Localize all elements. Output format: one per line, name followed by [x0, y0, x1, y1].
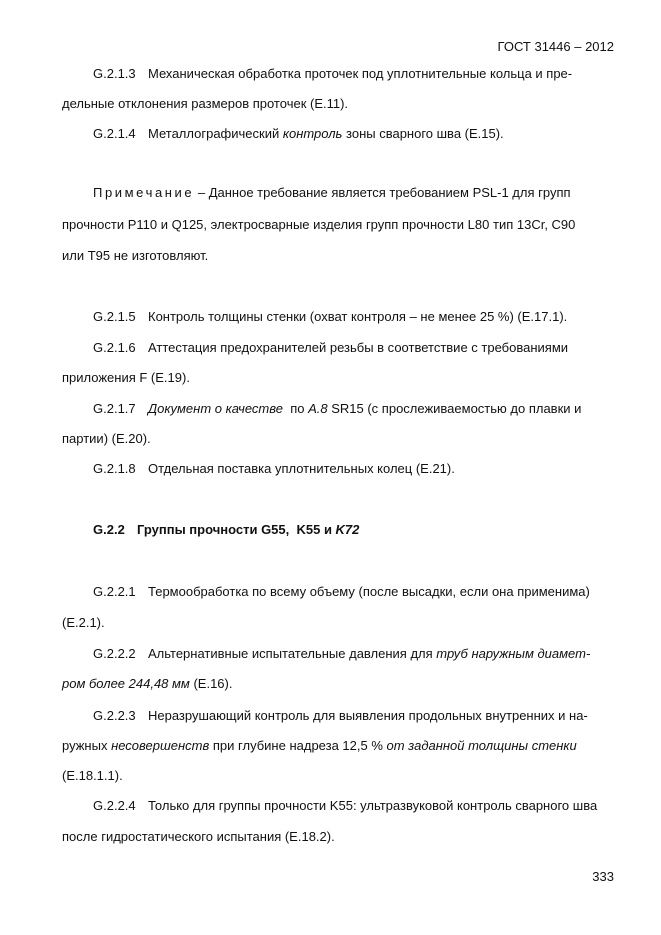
item-number: G.2.1.8 [93, 461, 136, 476]
item-g213 [93, 66, 572, 82]
item-text: SR15 (с прослеживаемостью до плавки и [327, 401, 582, 416]
item-text-emphasis: контроль [282, 126, 343, 141]
item-text-emphasis: A.8 [308, 401, 328, 416]
document-header: ГОСТ 31446 – 2012 [497, 39, 614, 54]
item-number: G.2.1.4 [93, 126, 136, 141]
item-text: Контроль толщины стенки (охват контроля – не менее 25 %) (E.17.1). [148, 309, 568, 324]
note-label: Примечание [93, 185, 195, 200]
item-number: G.2.2.4 [93, 798, 136, 813]
item-g2222 [93, 646, 590, 662]
item-text-emphasis: ром более 244,48 мм [62, 676, 190, 691]
item-text-emphasis: труб наружным диамет- [436, 646, 591, 661]
item-g2224-continuation: после гидростатического испытания (E.18.2). [62, 829, 335, 844]
item-text: Отдельная поставка уплотнительных колец (E.21). [148, 461, 455, 476]
item-text: по [282, 401, 309, 416]
item-g217 [93, 401, 581, 417]
item-number: G.2.2.1 [93, 584, 136, 599]
item-text: зоны сварного шва (E.15). [342, 126, 504, 141]
item-number: G.2.1.6 [93, 340, 136, 355]
item-g2224 [93, 798, 597, 814]
item-text: Только для группы прочности K55: ультразвуковой контроль сварного шва [148, 798, 598, 813]
item-g214 [93, 126, 504, 142]
page-number: 333 [592, 869, 614, 884]
item-text-emphasis: Документ о качестве [148, 401, 283, 416]
item-g2222-continuation [62, 676, 232, 692]
item-g2221 [93, 584, 590, 600]
item-number: G.2.1.3 [93, 66, 136, 81]
section-title-emphasis: K72 [335, 522, 360, 537]
item-g2223-continuation: (E.18.1.1). [62, 768, 123, 783]
item-g2221-continuation: (E.2.1). [62, 615, 105, 630]
item-number: G.2.2.3 [93, 708, 136, 723]
item-g2223-continuation [62, 738, 577, 754]
item-text: (E.16). [189, 676, 233, 691]
item-text-emphasis: несовершенств [111, 738, 210, 753]
item-text: Альтернативные испытательные давления для [148, 646, 437, 661]
note [93, 185, 571, 201]
item-text: Термообработка по всему объему (после высадки, если она применима) [148, 584, 590, 599]
item-text: ружных [62, 738, 112, 753]
item-g215 [93, 309, 567, 325]
item-g218 [93, 461, 455, 477]
item-text: при глубине надреза 12,5 % [209, 738, 387, 753]
item-g2223 [93, 708, 588, 724]
section-heading-g22 [93, 522, 359, 538]
item-text: Аттестация предохранителей резьбы в соответствие с требованиями [148, 340, 569, 355]
section-number: G.2.2 [93, 522, 125, 537]
section-title: Группы прочности G55, K55 и [137, 522, 336, 537]
item-g217-continuation: партии) (E.20). [62, 431, 151, 446]
item-text: Металлографический [148, 126, 283, 141]
note-continuation: или T95 не изготовляют. [62, 248, 209, 263]
note-text: – Данное требование является требованием PSL-1 для групп [194, 185, 571, 200]
item-number: G.2.2.2 [93, 646, 136, 661]
item-g216 [93, 340, 568, 356]
item-text: Неразрушающий контроль для выявления продольных внутренних и на- [148, 708, 588, 723]
item-text-emphasis: от заданной толщины стенки [386, 738, 577, 753]
note-continuation: прочности P110 и Q125, электросварные изделия групп прочности L80 тип 13Cr, C90 [62, 217, 576, 232]
item-text: Механическая обработка проточек под уплотнительные кольца и пре- [148, 66, 573, 81]
item-number: G.2.1.7 [93, 401, 136, 416]
item-g213-continuation: дельные отклонения размеров проточек (E.11). [62, 96, 349, 111]
item-number: G.2.1.5 [93, 309, 136, 324]
item-g216-continuation: приложения F (E.19). [62, 370, 190, 385]
